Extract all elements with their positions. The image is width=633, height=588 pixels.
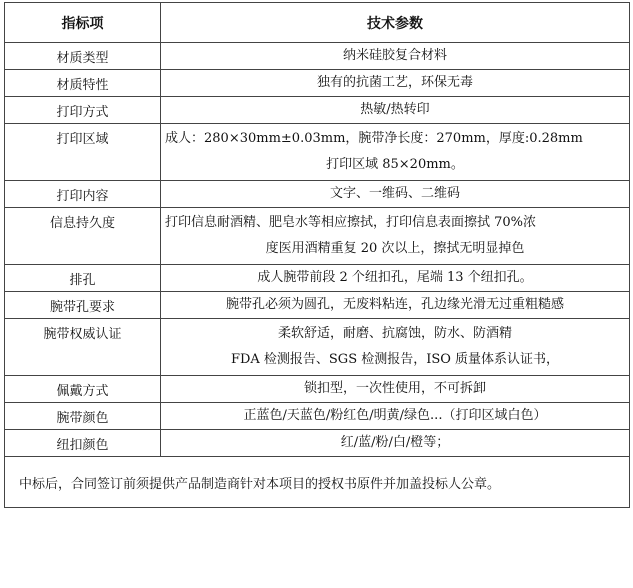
row-key: 打印内容 <box>5 181 161 208</box>
row-key: 打印区域 <box>5 124 161 181</box>
row-key: 佩戴方式 <box>5 376 161 403</box>
table-row <box>5 430 630 457</box>
table-row <box>5 208 630 265</box>
row-value: 红/蓝/粉/白/橙等； <box>161 430 630 457</box>
table-row <box>5 43 630 70</box>
value-line: 打印区域 85×20mm。 <box>326 157 464 172</box>
value-line: 成人：280×30mm±0.03mm，腕带净长度：270mm，厚度:0.28mm <box>165 131 583 146</box>
row-value: 成人腕带前段 2 个纽扣孔，尾端 13 个纽扣孔。 <box>161 265 630 292</box>
note-row <box>5 457 630 508</box>
row-value: 锁扣型，一次性使用，不可拆卸 <box>161 376 630 403</box>
value-line: FDA 检测报告、SGS 检测报告，ISO 质量体系认证书， <box>230 352 560 367</box>
value-line: 柔软舒适，耐磨、抗腐蚀，防水、防酒精 <box>277 326 512 341</box>
row-key: 信息持久度 <box>5 208 161 265</box>
row-key: 腕带颜色 <box>5 403 161 430</box>
row-value: 正蓝色/天蓝色/粉红色/明黄/绿色...（打印区域白色） <box>161 403 630 430</box>
row-value: 文字、一维码、二维码 <box>161 181 630 208</box>
table-row <box>5 97 630 124</box>
row-key: 腕带孔要求 <box>5 292 161 319</box>
table-row <box>5 70 630 97</box>
table-header-row <box>5 3 630 43</box>
value-line: 打印信息耐酒精、肥皂水等相应擦拭，打印信息表面擦拭 70%浓 <box>165 215 537 230</box>
row-key: 材质特性 <box>5 70 161 97</box>
table-row <box>5 376 630 403</box>
row-key: 腕带权威认证 <box>5 319 161 376</box>
header-parameters: 技术参数 <box>161 3 630 43</box>
spec-table <box>4 2 630 508</box>
row-value <box>161 124 630 181</box>
row-value: 腕带孔必须为圆孔，无废料粘连，孔边缘光滑无过重粗糙感 <box>161 292 630 319</box>
row-value <box>161 208 630 265</box>
row-key: 纽扣颜色 <box>5 430 161 457</box>
header-indicator: 指标项 <box>5 3 161 43</box>
table-row <box>5 124 630 181</box>
row-value <box>161 319 630 376</box>
table-row <box>5 319 630 376</box>
row-key: 材质类型 <box>5 43 161 70</box>
table-row <box>5 292 630 319</box>
row-key: 排孔 <box>5 265 161 292</box>
row-value: 热敏/热转印 <box>161 97 630 124</box>
row-value: 独有的抗菌工艺，环保无毒 <box>161 70 630 97</box>
note-text: 中标后，合同签订前须提供产品制造商针对本项目的授权书原件并加盖投标人公章。 <box>5 457 630 508</box>
table-row <box>5 265 630 292</box>
table-row <box>5 181 630 208</box>
row-value: 纳米硅胶复合材料 <box>161 43 630 70</box>
table-row <box>5 403 630 430</box>
row-key: 打印方式 <box>5 97 161 124</box>
value-line: 度医用酒精重复 20 次以上，擦拭无明显掉色 <box>265 241 525 256</box>
